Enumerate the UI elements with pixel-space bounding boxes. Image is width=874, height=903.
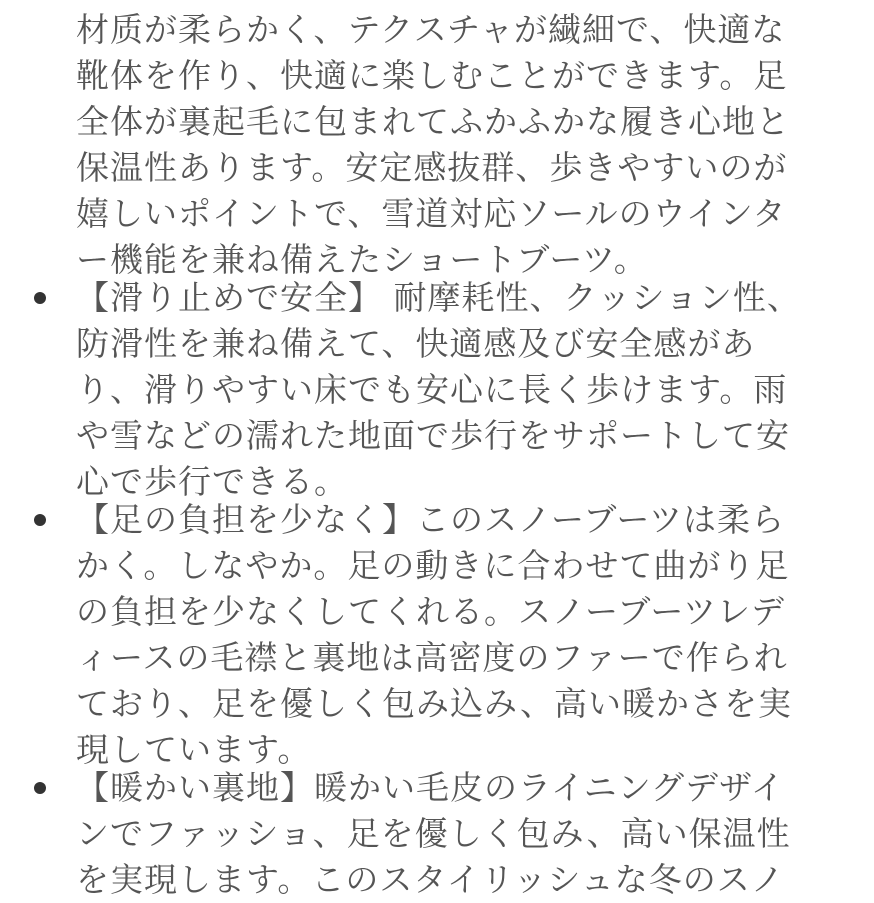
text-line: の負担を少なくしてくれる。スノーブーツレデ (76, 592, 786, 631)
text-line: 【足の負担を少なく】このスノーブーツは柔ら (76, 500, 786, 539)
text-line: 心で歩行できる。 (76, 462, 348, 501)
text-line: ンでファッショ、足を優しく包み、高い保温性 (76, 814, 791, 853)
text-line: 靴体を作り、快適に楽しむことができます。足 (76, 56, 788, 95)
text-line: 【滑り止めで安全】 耐摩耗性、クッション性、 (76, 278, 801, 317)
text-line: や雪などの濡れた地面で歩行をサポートして安 (76, 416, 790, 455)
text-line: ており、足を優しく包み込み、高い暖かさを実 (76, 684, 792, 723)
text-line: 保温性あります。安定感抜群、歩きやすいのが (76, 148, 788, 187)
text-line: を実現します。このスタイリッシュな冬のスノ (76, 860, 785, 899)
bullet-icon (34, 292, 46, 304)
text-line: 防滑性を兼ね備えて、快適感及び安全感があ (76, 324, 756, 363)
text-line: り、滑りやすい床でも安心に長く歩けます。雨 (76, 370, 788, 409)
text-line: ィースの毛襟と裏地は高密度のファーで作られ (76, 638, 788, 677)
bullet-icon (34, 782, 46, 794)
text-line: 嬉しいポイントで、雪道対応ソールのウインタ (76, 194, 787, 233)
text-line: 材质が柔らかく、テクスチャが繊細で、快適な (76, 10, 786, 49)
text-line: 全体が裏起毛に包まれてふかふかな履き心地と (76, 102, 790, 141)
text-line: ー機能を兼ね備えたショートブーツ。 (76, 240, 648, 279)
text-line: 【暖かい裏地】暖かい毛皮のライニングデザイ (76, 768, 785, 807)
text-line: かく。しなやか。足の動きに合わせて曲がり足 (76, 546, 790, 585)
bullet-icon (34, 514, 46, 526)
text-line: 現しています。 (76, 730, 312, 769)
